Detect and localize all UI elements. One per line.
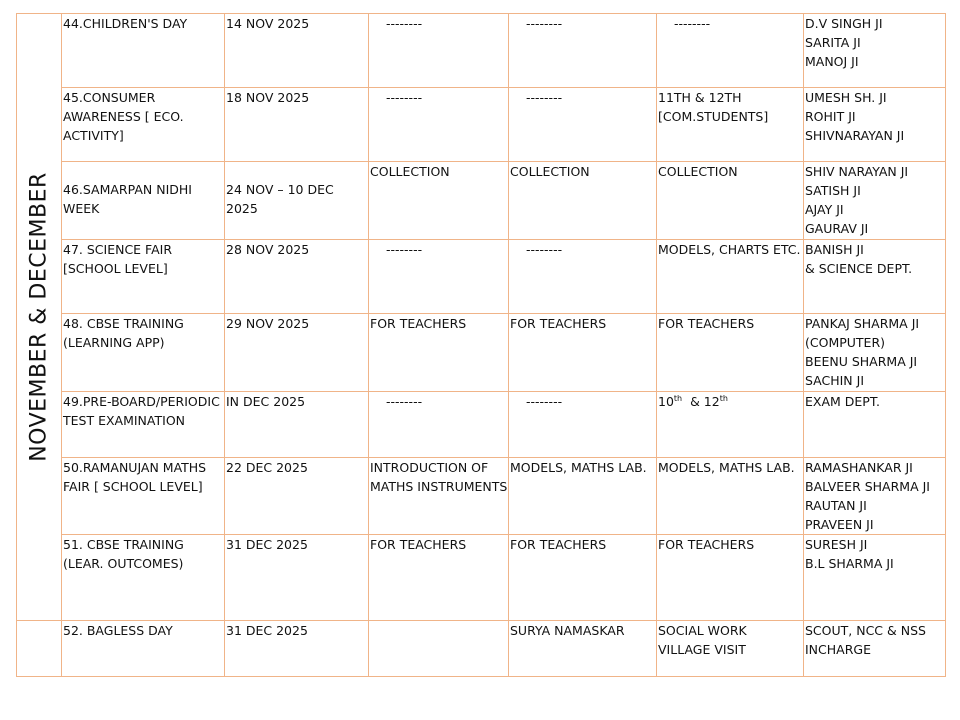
incharge-cell: [804, 162, 946, 240]
event-cell: 46.SAMARPAN NIDHI WEEK: [62, 162, 225, 240]
event-cell: 48. CBSE TRAINING (LEARNING APP): [62, 314, 225, 392]
schedule-table: [16, 13, 946, 677]
incharge-name: UMESH SH. JI: [805, 90, 887, 105]
incharge-name: EXAM DEPT.: [805, 394, 880, 409]
event-cell: 52. BAGLESS DAY: [62, 621, 225, 677]
date-cell: 31 DEC 2025: [225, 535, 369, 621]
event-cell: 49.PRE-BOARD/PERIODIC TEST EXAMINATION: [62, 392, 225, 458]
activity-cell: [369, 88, 509, 162]
activity-cell: MODELS, CHARTS ETC.: [657, 240, 804, 314]
activity-cell: FOR TEACHERS: [509, 535, 657, 621]
incharge-cell: [804, 240, 946, 314]
activity-cell: COLLECTION: [657, 162, 804, 240]
activity-cell: [369, 240, 509, 314]
incharge-name: SCOUT, NCC & NSS INCHARGE: [805, 623, 926, 657]
activity-cell: COLLECTION: [369, 162, 509, 240]
event-cell: 45.CONSUMER AWARENESS [ ECO. ACTIVITY]: [62, 88, 225, 162]
incharge-name: & SCIENCE DEPT.: [805, 261, 913, 276]
table-row: [17, 458, 946, 535]
incharge-name: GAURAV JI: [805, 221, 869, 236]
incharge-name: SARITA JI: [805, 35, 861, 50]
cell-text: --------: [526, 242, 563, 257]
incharge-name: MANOJ JI: [805, 54, 859, 69]
activity-cell: [509, 14, 657, 88]
table-row: [17, 162, 946, 240]
incharge-cell: [804, 88, 946, 162]
activity-cell: MODELS, MATHS LAB.: [657, 458, 804, 535]
incharge-cell: [804, 458, 946, 535]
cell-text: --------: [386, 242, 423, 257]
cell-text: & 12: [682, 394, 720, 409]
incharge-name: BALVEER SHARMA JI: [805, 479, 930, 494]
date-cell: 28 NOV 2025: [225, 240, 369, 314]
cell-text: --------: [526, 90, 563, 105]
activity-cell: SURYA NAMASKAR: [509, 621, 657, 677]
superscript: th: [719, 393, 728, 403]
table-row: [17, 621, 946, 677]
activity-cell: [509, 240, 657, 314]
month-cell: [17, 14, 62, 621]
incharge-name: SURESH JI: [805, 537, 868, 552]
incharge-name: PRAVEEN JI: [805, 517, 874, 532]
event-cell: 51. CBSE TRAINING (LEAR. OUTCOMES): [62, 535, 225, 621]
incharge-name: AJAY JI: [805, 202, 844, 217]
activity-cell: COLLECTION: [509, 162, 657, 240]
date-cell: 22 DEC 2025: [225, 458, 369, 535]
activity-cell: [657, 392, 804, 458]
cell-text: --------: [526, 16, 563, 31]
incharge-name: D.V SINGH JI: [805, 16, 883, 31]
table-row: [17, 392, 946, 458]
cell-text: --------: [674, 16, 711, 31]
cell-text: --------: [386, 16, 423, 31]
incharge-name: RAMASHANKAR JI: [805, 460, 913, 475]
table-row: [17, 240, 946, 314]
incharge-cell: [804, 314, 946, 392]
activity-cell: 11TH & 12TH [COM.STUDENTS]: [657, 88, 804, 162]
incharge-name: SHIVNARAYAN JI: [805, 128, 905, 143]
incharge-name: RAUTAN JI: [805, 498, 867, 513]
incharge-name: BANISH JI: [805, 242, 864, 257]
cell-text: --------: [386, 394, 423, 409]
date-cell: 14 NOV 2025: [225, 14, 369, 88]
incharge-cell: [804, 535, 946, 621]
incharge-cell: [804, 621, 946, 677]
incharge-name: (COMPUTER): [805, 335, 886, 350]
month-cell-empty: [17, 621, 62, 677]
activity-cell: MODELS, MATHS LAB.: [509, 458, 657, 535]
activity-cell: [369, 621, 509, 677]
incharge-cell: [804, 392, 946, 458]
date-cell: IN DEC 2025: [225, 392, 369, 458]
date-cell: 24 NOV – 10 DEC 2025: [225, 162, 369, 240]
cell-text: --------: [386, 90, 423, 105]
date-cell: 18 NOV 2025: [225, 88, 369, 162]
incharge-name: ROHIT JI: [805, 109, 856, 124]
activity-cell: [509, 88, 657, 162]
date-cell: 31 DEC 2025: [225, 621, 369, 677]
table-row: [17, 14, 946, 88]
incharge-name: SATISH JI: [805, 183, 861, 198]
cell-text: --------: [526, 394, 563, 409]
table-row: [17, 88, 946, 162]
event-cell: 47. SCIENCE FAIR [SCHOOL LEVEL]: [62, 240, 225, 314]
event-cell: 50.RAMANUJAN MATHS FAIR [ SCHOOL LEVEL]: [62, 458, 225, 535]
incharge-name: PANKAJ SHARMA JI: [805, 316, 920, 331]
incharge-name: SACHIN JI: [805, 373, 865, 388]
activity-cell: FOR TEACHERS: [657, 314, 804, 392]
month-label: NOVEMBER & DECEMBER: [26, 172, 52, 462]
activity-cell: FOR TEACHERS: [369, 314, 509, 392]
activity-cell: [657, 14, 804, 88]
date-cell: 29 NOV 2025: [225, 314, 369, 392]
activity-cell: INTRODUCTION OF MATHS INSTRUMENTS: [369, 458, 509, 535]
activity-cell: [369, 14, 509, 88]
activity-cell: FOR TEACHERS: [509, 314, 657, 392]
incharge-name: B.L SHARMA JI: [805, 556, 894, 571]
cell-text: 10: [658, 394, 674, 409]
activity-cell: FOR TEACHERS: [657, 535, 804, 621]
incharge-cell: [804, 14, 946, 88]
incharge-name: SHIV NARAYAN JI: [805, 164, 909, 179]
activity-cell: [369, 392, 509, 458]
incharge-name: BEENU SHARMA JI: [805, 354, 918, 369]
table-row: [17, 535, 946, 621]
activity-cell: FOR TEACHERS: [369, 535, 509, 621]
event-cell: 44.CHILDREN'S DAY: [62, 14, 225, 88]
activity-cell: SOCIAL WORK VILLAGE VISIT: [657, 621, 804, 677]
table-row: [17, 314, 946, 392]
superscript: th: [673, 393, 683, 403]
activity-cell: [509, 392, 657, 458]
